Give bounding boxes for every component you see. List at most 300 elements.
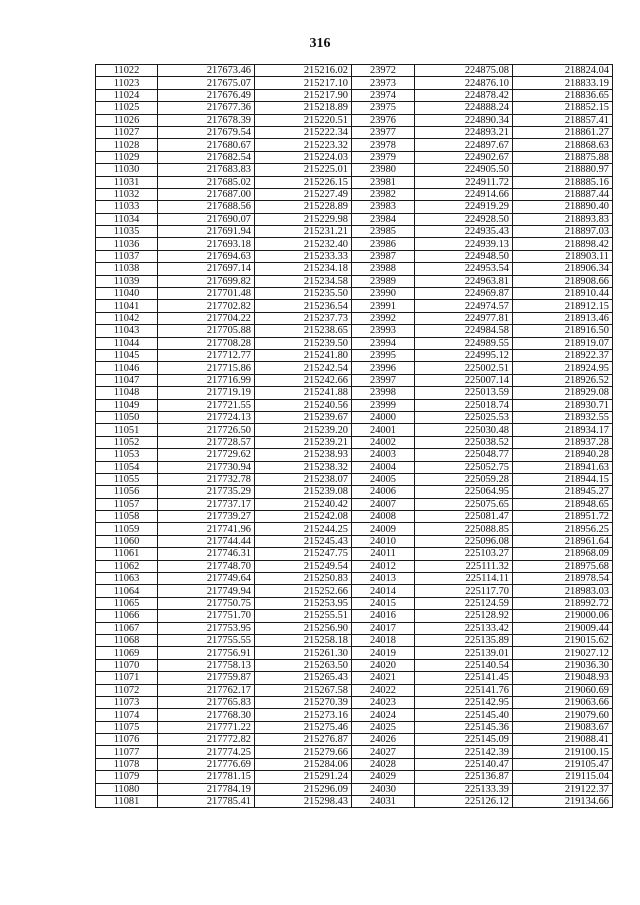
y-coord-a-cell: 215235.50	[255, 288, 352, 300]
x-coord-a-cell: 217751.70	[158, 610, 255, 622]
point-id-a-cell: 11058	[96, 511, 158, 523]
y-coord-b-cell: 219036.30	[513, 659, 613, 671]
table-row	[96, 783, 613, 795]
table-row	[96, 511, 613, 523]
table-row	[96, 461, 613, 473]
x-coord-b-cell: 224897.67	[415, 139, 513, 151]
y-coord-b-cell: 219134.66	[513, 796, 613, 808]
point-id-a-cell: 11072	[96, 684, 158, 696]
x-coord-a-cell: 217749.94	[158, 585, 255, 597]
table-row	[96, 102, 613, 114]
y-coord-a-cell: 215234.18	[255, 263, 352, 275]
point-id-b-cell: 23995	[352, 349, 415, 361]
y-coord-a-cell: 215241.80	[255, 349, 352, 361]
y-coord-b-cell: 218924.95	[513, 362, 613, 374]
x-coord-a-cell: 217697.14	[158, 263, 255, 275]
point-id-a-cell: 11023	[96, 77, 158, 89]
y-coord-b-cell: 219009.44	[513, 622, 613, 634]
y-coord-a-cell: 215255.51	[255, 610, 352, 622]
point-id-a-cell: 11036	[96, 238, 158, 250]
x-coord-a-cell: 217675.07	[158, 77, 255, 89]
x-coord-a-cell: 217678.39	[158, 114, 255, 126]
x-coord-b-cell: 225064.95	[415, 486, 513, 498]
point-id-a-cell: 11073	[96, 696, 158, 708]
y-coord-a-cell: 215241.88	[255, 387, 352, 399]
table-row	[96, 585, 613, 597]
x-coord-b-cell: 224963.81	[415, 275, 513, 287]
point-id-a-cell: 11062	[96, 560, 158, 572]
table-row	[96, 213, 613, 225]
table-row	[96, 349, 613, 361]
table-row	[96, 796, 613, 808]
point-id-a-cell: 11034	[96, 213, 158, 225]
y-coord-a-cell: 215242.08	[255, 511, 352, 523]
y-coord-a-cell: 215225.01	[255, 164, 352, 176]
x-coord-b-cell: 224911.72	[415, 176, 513, 188]
point-id-b-cell: 24030	[352, 783, 415, 795]
x-coord-a-cell: 217715.86	[158, 362, 255, 374]
table-row	[96, 721, 613, 733]
y-coord-a-cell: 215252.66	[255, 585, 352, 597]
x-coord-b-cell: 224919.29	[415, 201, 513, 213]
x-coord-b-cell: 224939.13	[415, 238, 513, 250]
point-id-a-cell: 11046	[96, 362, 158, 374]
point-id-a-cell: 11065	[96, 597, 158, 609]
point-id-a-cell: 11030	[96, 164, 158, 176]
y-coord-a-cell: 215273.16	[255, 709, 352, 721]
x-coord-a-cell: 217688.56	[158, 201, 255, 213]
x-coord-a-cell: 217785.41	[158, 796, 255, 808]
x-coord-a-cell: 217716.99	[158, 374, 255, 386]
table-row	[96, 684, 613, 696]
table-row	[96, 771, 613, 783]
y-coord-a-cell: 215234.58	[255, 275, 352, 287]
point-id-b-cell: 23974	[352, 89, 415, 101]
x-coord-b-cell: 224875.08	[415, 65, 513, 77]
point-id-b-cell: 24011	[352, 548, 415, 560]
point-id-a-cell: 11067	[96, 622, 158, 634]
x-coord-a-cell: 217683.83	[158, 164, 255, 176]
y-coord-b-cell: 219015.62	[513, 634, 613, 646]
x-coord-a-cell: 217702.82	[158, 300, 255, 312]
point-id-a-cell: 11061	[96, 548, 158, 560]
x-coord-b-cell: 225145.40	[415, 709, 513, 721]
y-coord-a-cell: 215218.89	[255, 102, 352, 114]
y-coord-a-cell: 215220.51	[255, 114, 352, 126]
x-coord-b-cell: 225002.51	[415, 362, 513, 374]
y-coord-b-cell: 218875.88	[513, 151, 613, 163]
point-id-b-cell: 23998	[352, 387, 415, 399]
point-id-b-cell: 24014	[352, 585, 415, 597]
x-coord-b-cell: 224888.24	[415, 102, 513, 114]
x-coord-a-cell: 217687.00	[158, 188, 255, 200]
x-coord-b-cell: 225030.48	[415, 424, 513, 436]
table-row	[96, 449, 613, 461]
point-id-b-cell: 24026	[352, 734, 415, 746]
y-coord-a-cell: 215237.73	[255, 312, 352, 324]
table-row	[96, 312, 613, 324]
point-id-b-cell: 23975	[352, 102, 415, 114]
point-id-b-cell: 24025	[352, 721, 415, 733]
point-id-a-cell: 11052	[96, 436, 158, 448]
x-coord-a-cell: 217704.22	[158, 312, 255, 324]
x-coord-b-cell: 225128.92	[415, 610, 513, 622]
point-id-b-cell: 23983	[352, 201, 415, 213]
y-coord-a-cell: 215223.32	[255, 139, 352, 151]
table-row	[96, 89, 613, 101]
y-coord-b-cell: 218922.37	[513, 349, 613, 361]
point-id-b-cell: 24016	[352, 610, 415, 622]
y-coord-b-cell: 218893.83	[513, 213, 613, 225]
x-coord-b-cell: 225145.09	[415, 734, 513, 746]
point-id-b-cell: 24024	[352, 709, 415, 721]
table-row	[96, 275, 613, 287]
point-id-a-cell: 11027	[96, 126, 158, 138]
point-id-a-cell: 11066	[96, 610, 158, 622]
x-coord-a-cell: 217676.49	[158, 89, 255, 101]
x-coord-b-cell: 224995.12	[415, 349, 513, 361]
table-row	[96, 399, 613, 411]
x-coord-b-cell: 225133.42	[415, 622, 513, 634]
point-id-b-cell: 23988	[352, 263, 415, 275]
x-coord-a-cell: 217680.67	[158, 139, 255, 151]
x-coord-a-cell: 217682.54	[158, 151, 255, 163]
x-coord-b-cell: 225142.39	[415, 746, 513, 758]
point-id-b-cell: 23989	[352, 275, 415, 287]
point-id-a-cell: 11049	[96, 399, 158, 411]
x-coord-a-cell: 217685.02	[158, 176, 255, 188]
x-coord-b-cell: 225141.76	[415, 684, 513, 696]
x-coord-a-cell: 217721.55	[158, 399, 255, 411]
x-coord-b-cell: 225124.59	[415, 597, 513, 609]
point-id-a-cell: 11040	[96, 288, 158, 300]
y-coord-a-cell: 215258.18	[255, 634, 352, 646]
y-coord-a-cell: 215242.54	[255, 362, 352, 374]
x-coord-a-cell: 217732.78	[158, 473, 255, 485]
y-coord-a-cell: 215265.43	[255, 672, 352, 684]
point-id-b-cell: 24015	[352, 597, 415, 609]
y-coord-b-cell: 218926.52	[513, 374, 613, 386]
y-coord-a-cell: 215296.09	[255, 783, 352, 795]
table-row	[96, 114, 613, 126]
y-coord-a-cell: 215242.66	[255, 374, 352, 386]
y-coord-a-cell: 215238.93	[255, 449, 352, 461]
y-coord-b-cell: 218880.97	[513, 164, 613, 176]
y-coord-b-cell: 218975.68	[513, 560, 613, 572]
y-coord-b-cell: 218929.08	[513, 387, 613, 399]
y-coord-a-cell: 215217.90	[255, 89, 352, 101]
y-coord-b-cell: 218833.19	[513, 77, 613, 89]
y-coord-b-cell: 218910.44	[513, 288, 613, 300]
x-coord-a-cell: 217758.13	[158, 659, 255, 671]
x-coord-a-cell: 217744.44	[158, 535, 255, 547]
y-coord-a-cell: 215245.43	[255, 535, 352, 547]
y-coord-a-cell: 215239.21	[255, 436, 352, 448]
table-row	[96, 263, 613, 275]
point-id-a-cell: 11048	[96, 387, 158, 399]
table-row	[96, 151, 613, 163]
y-coord-a-cell: 215226.15	[255, 176, 352, 188]
table-row	[96, 696, 613, 708]
y-coord-a-cell: 215298.43	[255, 796, 352, 808]
table-row	[96, 436, 613, 448]
x-coord-a-cell: 217679.54	[158, 126, 255, 138]
point-id-b-cell: 24023	[352, 696, 415, 708]
x-coord-b-cell: 224953.54	[415, 263, 513, 275]
point-id-b-cell: 24005	[352, 473, 415, 485]
point-id-a-cell: 11075	[96, 721, 158, 733]
y-coord-a-cell: 215224.03	[255, 151, 352, 163]
point-id-a-cell: 11071	[96, 672, 158, 684]
x-coord-b-cell: 225048.77	[415, 449, 513, 461]
y-coord-b-cell: 218944.15	[513, 473, 613, 485]
x-coord-a-cell: 217726.50	[158, 424, 255, 436]
x-coord-b-cell: 224969.87	[415, 288, 513, 300]
y-coord-a-cell: 215253.95	[255, 597, 352, 609]
y-coord-a-cell: 215216.02	[255, 65, 352, 77]
y-coord-a-cell: 215238.32	[255, 461, 352, 473]
point-id-a-cell: 11079	[96, 771, 158, 783]
point-id-a-cell: 11076	[96, 734, 158, 746]
y-coord-a-cell: 215249.54	[255, 560, 352, 572]
y-coord-a-cell: 215250.83	[255, 573, 352, 585]
x-coord-a-cell: 217762.17	[158, 684, 255, 696]
x-coord-a-cell: 217755.55	[158, 634, 255, 646]
point-id-b-cell: 24009	[352, 523, 415, 535]
y-coord-b-cell: 219088.41	[513, 734, 613, 746]
x-coord-a-cell: 217765.83	[158, 696, 255, 708]
point-id-b-cell: 23981	[352, 176, 415, 188]
x-coord-b-cell: 224989.55	[415, 337, 513, 349]
point-id-b-cell: 23976	[352, 114, 415, 126]
point-id-b-cell: 24003	[352, 449, 415, 461]
x-coord-b-cell: 225117.70	[415, 585, 513, 597]
x-coord-a-cell: 217759.87	[158, 672, 255, 684]
point-id-a-cell: 11045	[96, 349, 158, 361]
point-id-b-cell: 23991	[352, 300, 415, 312]
point-id-a-cell: 11051	[96, 424, 158, 436]
y-coord-b-cell: 218951.72	[513, 511, 613, 523]
point-id-a-cell: 11039	[96, 275, 158, 287]
x-coord-b-cell: 224928.50	[415, 213, 513, 225]
table-row	[96, 139, 613, 151]
point-id-a-cell: 11081	[96, 796, 158, 808]
y-coord-b-cell: 218930.71	[513, 399, 613, 411]
point-id-a-cell: 11024	[96, 89, 158, 101]
point-id-a-cell: 11025	[96, 102, 158, 114]
point-id-a-cell: 11053	[96, 449, 158, 461]
table-row	[96, 176, 613, 188]
point-id-a-cell: 11043	[96, 325, 158, 337]
table-row	[96, 486, 613, 498]
x-coord-a-cell: 217739.27	[158, 511, 255, 523]
y-coord-b-cell: 218913.46	[513, 312, 613, 324]
x-coord-a-cell: 217735.29	[158, 486, 255, 498]
y-coord-b-cell: 218861.27	[513, 126, 613, 138]
x-coord-a-cell: 217730.94	[158, 461, 255, 473]
table-row	[96, 573, 613, 585]
y-coord-b-cell: 218940.28	[513, 449, 613, 461]
x-coord-a-cell: 217694.63	[158, 250, 255, 262]
x-coord-a-cell: 217774.25	[158, 746, 255, 758]
table-row	[96, 746, 613, 758]
x-coord-b-cell: 224905.50	[415, 164, 513, 176]
x-coord-b-cell: 225139.01	[415, 647, 513, 659]
table-row	[96, 734, 613, 746]
y-coord-a-cell: 215222.34	[255, 126, 352, 138]
point-id-b-cell: 23987	[352, 250, 415, 262]
y-coord-b-cell: 219048.93	[513, 672, 613, 684]
x-coord-b-cell: 224890.34	[415, 114, 513, 126]
x-coord-b-cell: 224974.57	[415, 300, 513, 312]
table-row	[96, 523, 613, 535]
y-coord-b-cell: 218836.65	[513, 89, 613, 101]
table-row	[96, 659, 613, 671]
point-id-a-cell: 11080	[96, 783, 158, 795]
table-row	[96, 164, 613, 176]
point-id-b-cell: 23996	[352, 362, 415, 374]
point-id-a-cell: 11077	[96, 746, 158, 758]
x-coord-a-cell: 217677.36	[158, 102, 255, 114]
y-coord-a-cell: 215284.06	[255, 758, 352, 770]
x-coord-a-cell: 217693.18	[158, 238, 255, 250]
x-coord-b-cell: 224935.43	[415, 226, 513, 238]
y-coord-b-cell: 218983.03	[513, 585, 613, 597]
x-coord-b-cell: 225103.27	[415, 548, 513, 560]
x-coord-a-cell: 217728.57	[158, 436, 255, 448]
y-coord-a-cell: 215228.89	[255, 201, 352, 213]
x-coord-a-cell: 217699.82	[158, 275, 255, 287]
point-id-a-cell: 11042	[96, 312, 158, 324]
table-row	[96, 498, 613, 510]
point-id-b-cell: 24018	[352, 634, 415, 646]
y-coord-a-cell: 215261.30	[255, 647, 352, 659]
point-id-a-cell: 11050	[96, 411, 158, 423]
y-coord-b-cell: 218887.44	[513, 188, 613, 200]
y-coord-b-cell: 218945.27	[513, 486, 613, 498]
x-coord-a-cell: 217749.64	[158, 573, 255, 585]
table-row	[96, 65, 613, 77]
point-id-a-cell: 11074	[96, 709, 158, 721]
x-coord-b-cell: 225081.47	[415, 511, 513, 523]
y-coord-a-cell: 215240.42	[255, 498, 352, 510]
point-id-b-cell: 24019	[352, 647, 415, 659]
x-coord-b-cell: 224893.21	[415, 126, 513, 138]
coordinates-table	[95, 64, 613, 808]
table-row	[96, 597, 613, 609]
point-id-a-cell: 11060	[96, 535, 158, 547]
y-coord-b-cell: 218948.65	[513, 498, 613, 510]
y-coord-b-cell: 218890.40	[513, 201, 613, 213]
point-id-b-cell: 24021	[352, 672, 415, 684]
point-id-b-cell: 23982	[352, 188, 415, 200]
x-coord-a-cell: 217772.82	[158, 734, 255, 746]
x-coord-b-cell: 225126.12	[415, 796, 513, 808]
y-coord-a-cell: 215247.75	[255, 548, 352, 560]
x-coord-b-cell: 225141.45	[415, 672, 513, 684]
point-id-b-cell: 23979	[352, 151, 415, 163]
point-id-a-cell: 11044	[96, 337, 158, 349]
point-id-b-cell: 24001	[352, 424, 415, 436]
x-coord-a-cell: 217737.17	[158, 498, 255, 510]
point-id-b-cell: 23993	[352, 325, 415, 337]
point-id-b-cell: 24017	[352, 622, 415, 634]
y-coord-b-cell: 218932.55	[513, 411, 613, 423]
table-row	[96, 424, 613, 436]
y-coord-a-cell: 215227.49	[255, 188, 352, 200]
y-coord-b-cell: 218968.09	[513, 548, 613, 560]
y-coord-b-cell: 218868.63	[513, 139, 613, 151]
table-row	[96, 188, 613, 200]
y-coord-b-cell: 218824.04	[513, 65, 613, 77]
y-coord-b-cell: 219060.69	[513, 684, 613, 696]
x-coord-b-cell: 225088.85	[415, 523, 513, 535]
y-coord-b-cell: 218937.28	[513, 436, 613, 448]
y-coord-b-cell: 218908.66	[513, 275, 613, 287]
point-id-a-cell: 11026	[96, 114, 158, 126]
y-coord-b-cell: 219100.15	[513, 746, 613, 758]
x-coord-b-cell: 225111.32	[415, 560, 513, 572]
y-coord-b-cell: 219115.04	[513, 771, 613, 783]
y-coord-a-cell: 215276.87	[255, 734, 352, 746]
table-row	[96, 362, 613, 374]
x-coord-a-cell: 217756.91	[158, 647, 255, 659]
point-id-a-cell: 11029	[96, 151, 158, 163]
y-coord-a-cell: 215239.50	[255, 337, 352, 349]
table-row	[96, 387, 613, 399]
y-coord-a-cell: 215229.98	[255, 213, 352, 225]
x-coord-b-cell: 225135.89	[415, 634, 513, 646]
point-id-a-cell: 11022	[96, 65, 158, 77]
x-coord-b-cell: 225133.39	[415, 783, 513, 795]
x-coord-b-cell: 225025.53	[415, 411, 513, 423]
y-coord-b-cell: 219105.47	[513, 758, 613, 770]
point-id-a-cell: 11068	[96, 634, 158, 646]
y-coord-a-cell: 215240.56	[255, 399, 352, 411]
y-coord-b-cell: 218857.41	[513, 114, 613, 126]
point-id-a-cell: 11057	[96, 498, 158, 510]
point-id-b-cell: 24031	[352, 796, 415, 808]
point-id-b-cell: 23984	[352, 213, 415, 225]
y-coord-b-cell: 218906.34	[513, 263, 613, 275]
y-coord-b-cell: 218978.54	[513, 573, 613, 585]
point-id-a-cell: 11059	[96, 523, 158, 535]
x-coord-a-cell: 217768.30	[158, 709, 255, 721]
point-id-a-cell: 11032	[96, 188, 158, 200]
table-row	[96, 300, 613, 312]
point-id-b-cell: 23985	[352, 226, 415, 238]
x-coord-a-cell: 217741.96	[158, 523, 255, 535]
y-coord-b-cell: 219027.12	[513, 647, 613, 659]
x-coord-a-cell: 217781.15	[158, 771, 255, 783]
table-row	[96, 610, 613, 622]
y-coord-a-cell: 215270.39	[255, 696, 352, 708]
point-id-a-cell: 11069	[96, 647, 158, 659]
point-id-b-cell: 24012	[352, 560, 415, 572]
point-id-a-cell: 11035	[96, 226, 158, 238]
x-coord-b-cell: 224948.50	[415, 250, 513, 262]
x-coord-a-cell: 217753.95	[158, 622, 255, 634]
point-id-b-cell: 24020	[352, 659, 415, 671]
x-coord-a-cell: 217729.62	[158, 449, 255, 461]
x-coord-b-cell: 225140.47	[415, 758, 513, 770]
x-coord-a-cell: 217701.48	[158, 288, 255, 300]
page-number: 316	[309, 36, 331, 51]
x-coord-b-cell: 225136.87	[415, 771, 513, 783]
x-coord-b-cell: 224984.58	[415, 325, 513, 337]
point-id-b-cell: 23999	[352, 399, 415, 411]
y-coord-b-cell: 218919.07	[513, 337, 613, 349]
